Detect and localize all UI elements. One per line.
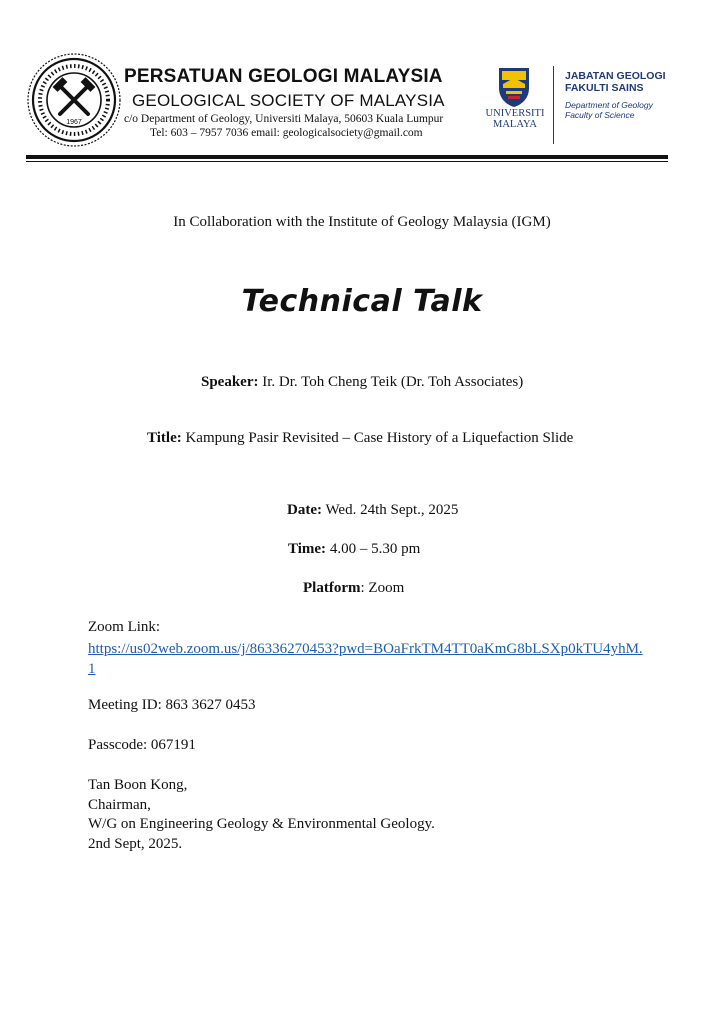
speaker-value: Ir. Dr. Toh Cheng Teik (Dr. Toh Associates) — [258, 374, 524, 390]
date-line — [287, 502, 458, 519]
collaboration-line: In Collaboration with the Institute of Geology Malaysia (IGM) — [173, 214, 551, 230]
department-en-line2: Faculty of Science — [565, 110, 635, 120]
department-en-line1: Department of Geology — [565, 100, 653, 110]
platform-line — [303, 580, 404, 597]
signatory-name: Tan Boon Kong, — [88, 777, 188, 793]
time-label: Time: — [288, 541, 327, 557]
org-name-malay: PERSATUAN GEOLOGI MALAYSIA — [124, 66, 443, 87]
time-line — [288, 541, 420, 558]
speaker-line — [201, 374, 523, 391]
title-label: Title: — [147, 430, 182, 446]
zoom-link-label: Zoom Link: — [88, 619, 161, 635]
signature-block — [88, 776, 435, 854]
signature-date: 2nd Sept, 2025. — [88, 835, 183, 852]
talk-heading: Technical Talk — [241, 284, 483, 319]
signatory-group: W/G on Engineering Geology & Environmental Geology. — [88, 816, 435, 832]
zoom-link[interactable]: https://us02web.zoom.us/j/86336270453?pwd=BOaFrkTM4TT0aKmG8bLSXp0kTU4yhM.1 — [88, 641, 643, 677]
platform-label: Platform — [303, 580, 361, 596]
date-label: Date: — [287, 502, 322, 518]
university-name-line2: MALAYA — [493, 119, 537, 130]
meeting-id: Meeting ID: 863 3627 0453 — [88, 697, 256, 713]
society-seal-logo — [26, 52, 122, 148]
time-value: 4.00 – 5.30 pm — [326, 541, 421, 557]
university-name — [483, 108, 547, 130]
platform-value: : Zoom — [360, 580, 405, 596]
speaker-label: Speaker: — [201, 374, 259, 390]
university-name-line1: UNIVERSITI — [485, 108, 545, 119]
department-english — [565, 100, 653, 120]
org-contact: Tel: 603 – 7957 7036 email: geologicalsociety@gmail.com — [150, 127, 423, 139]
header-divider — [553, 66, 554, 144]
header-rule-thin — [26, 161, 668, 162]
signatory-role: Chairman, — [88, 796, 151, 813]
org-address: c/o Department of Geology, Universiti Malaya, 50603 Kuala Lumpur — [124, 113, 444, 125]
date-value: Wed. 24th Sept., 2025 — [321, 502, 459, 518]
title-value: Kampung Pasir Revisited – Case History of a Liquefaction Slide — [181, 430, 574, 446]
org-name-english: GEOLOGICAL SOCIETY OF MALAYSIA — [132, 91, 445, 110]
department-title — [565, 70, 666, 94]
department-line1: JABATAN GEOLOGI — [565, 70, 666, 82]
seal-year: 1967 — [66, 119, 82, 126]
university-crest-logo — [497, 66, 531, 108]
header-rule-thick — [26, 155, 668, 159]
passcode: Passcode: 067191 — [88, 737, 196, 753]
department-line2: FAKULTI SAINS — [565, 82, 644, 94]
title-line — [147, 430, 573, 447]
